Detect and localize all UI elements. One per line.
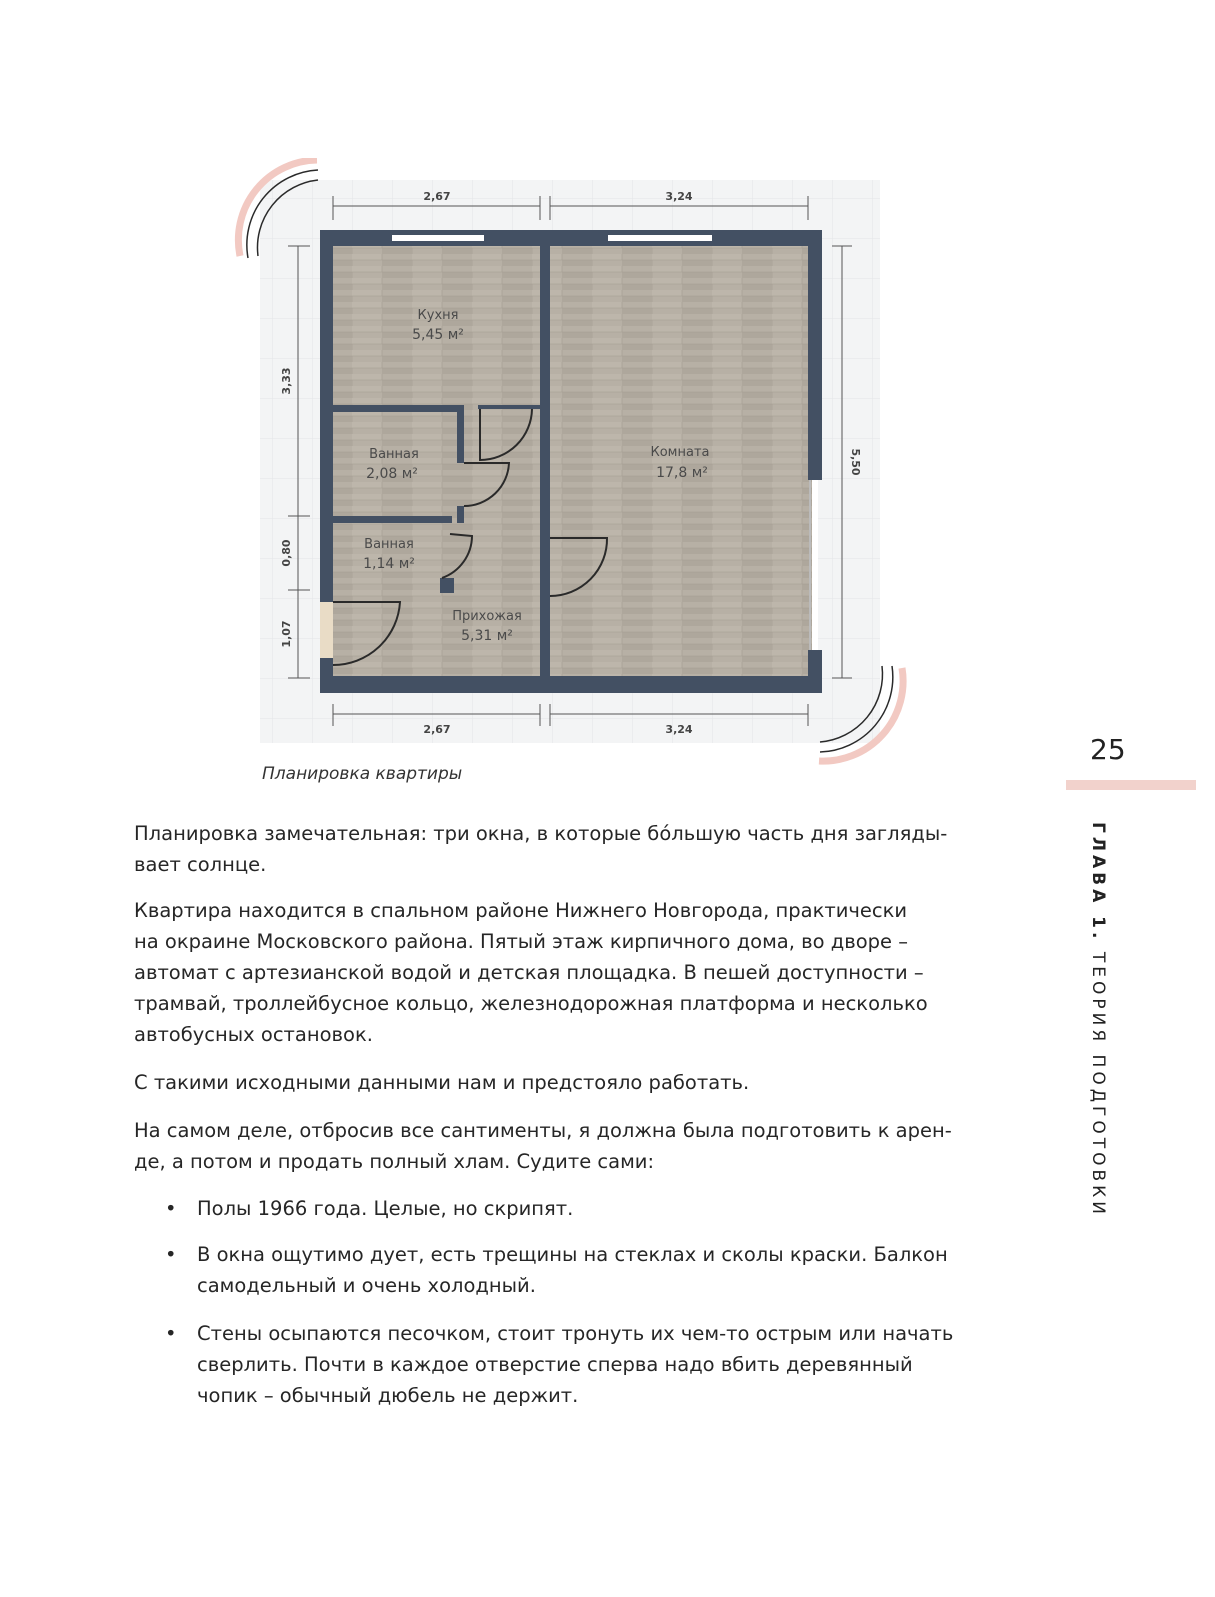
accent-bar — [1066, 780, 1196, 790]
dim-bottom-right: 3,24 — [665, 723, 693, 736]
room-area-living: 17,8 м² — [656, 465, 708, 481]
paragraph-1-line-2: вает солнце. — [134, 853, 267, 876]
room-name-living: Комната — [650, 445, 710, 460]
paragraph-2-line-3: автомат с артезианской водой и детская площадка. В пешей доступности – — [134, 961, 924, 984]
bullet-marker-1: • — [165, 1197, 177, 1220]
room-area-hallway: 5,31 м² — [461, 628, 513, 644]
chapter-title: ТЕОРИЯ ПОДГОТОВКИ — [1088, 951, 1108, 1218]
room-area-bathroom-2: 1,14 м² — [363, 556, 415, 572]
paragraph-1-line-1: Планировка замечательная: три окна, в которые бóльшую часть дня загляды- — [134, 822, 948, 845]
figure-caption: Планировка квартиры — [262, 764, 463, 784]
floor-plan — [232, 158, 922, 788]
paragraph-3: С такими исходными данными нам и предстояло работать. — [134, 1071, 750, 1094]
dim-right: 5,50 — [849, 448, 862, 476]
dim-left-bottom: 1,07 — [280, 620, 293, 648]
dim-top-right: 3,24 — [665, 190, 693, 203]
room-area-bathroom-1: 2,08 м² — [366, 466, 418, 482]
bullet-1-line-1: Полы 1966 года. Целые, но скрипят. — [197, 1197, 574, 1220]
dim-left-top: 3,33 — [280, 367, 293, 395]
bullet-2-line-1: В окна ощутимо дует, есть трещины на стеклах и сколы краски. Балкон — [197, 1243, 948, 1266]
paragraph-4-line-2: де, а потом и продать полный хлам. Судите сами: — [134, 1150, 655, 1173]
room-name-bathroom-1: Ванная — [369, 447, 419, 462]
paragraph-2-line-2: на окраине Московского района. Пятый этаж кирпичного дома, во дворе – — [134, 930, 909, 953]
floor-plan-figure — [232, 158, 922, 788]
floor — [330, 240, 812, 688]
room-area-kitchen: 5,45 м² — [412, 327, 464, 343]
bullet-3-line-3: чопик – обычный дюбель не держит. — [197, 1384, 579, 1407]
bullet-marker-3: • — [165, 1322, 177, 1345]
bullet-2-line-2: самодельный и очень холодный. — [197, 1274, 536, 1297]
entrance-door-frame — [320, 602, 333, 658]
dim-top-left: 2,67 — [423, 190, 451, 203]
bullet-3-line-2: сверлить. Почти в каждое отверстие сперва надо вбить деревянный — [197, 1353, 913, 1376]
room-name-hallway: Прихожая — [452, 609, 522, 624]
paragraph-2-line-1: Квартира находится в спальном районе Нижнего Новгорода, практически — [134, 899, 908, 922]
dim-left-middle: 0,80 — [280, 539, 293, 567]
chapter-side-title — [1088, 822, 1108, 1218]
paragraph-4-line-1: На самом деле, отбросив все сантименты, я должна была подготовить к арен- — [134, 1119, 952, 1142]
paragraph-2-line-5: автобусных остановок. — [134, 1023, 373, 1046]
page-number: 25 — [1090, 733, 1126, 766]
paragraph-2-line-4: трамвай, троллейбусное кольцо, железнодорожная платформа и несколько — [134, 992, 928, 1015]
bullet-marker-2: • — [165, 1243, 177, 1266]
dim-bottom-left: 2,67 — [423, 723, 451, 736]
room-name-kitchen: Кухня — [417, 308, 459, 323]
room-name-bathroom-2: Ванная — [364, 537, 414, 552]
bullet-3-line-1: Стены осыпаются песочком, стоит тронуть их чем-то острым или начать — [197, 1322, 954, 1345]
chapter-label: ГЛАВА 1. — [1088, 822, 1108, 943]
